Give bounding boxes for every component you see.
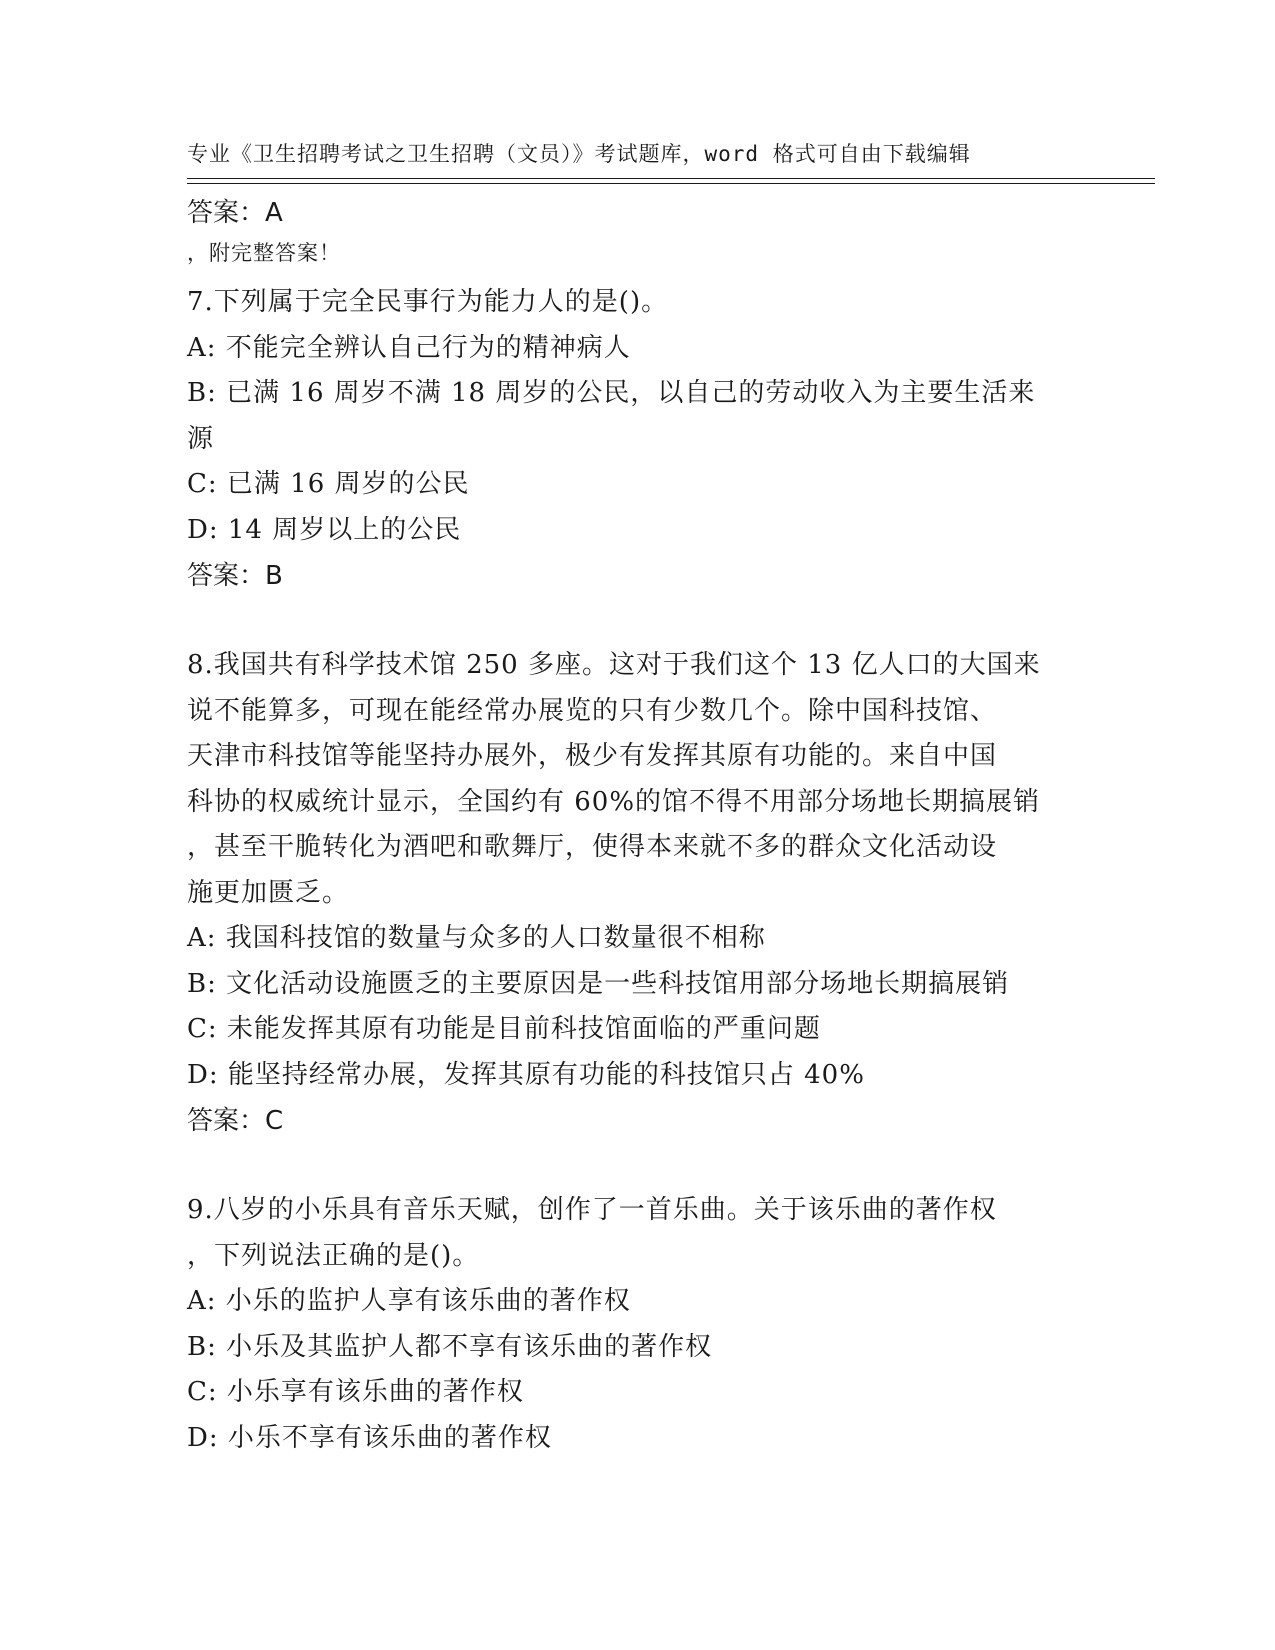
spacer [187,236,1087,280]
spacer [187,599,1087,643]
option-a: A: 我国科技馆的数量与众多的人口数量很不相称 [187,923,766,953]
header-line-2: ，附完整答案！ [187,241,341,265]
header-rule-top [187,178,1155,179]
spacer [187,1144,1087,1188]
option-d: D: 小乐不享有该乐曲的著作权 [187,1422,552,1453]
question-8 [187,643,1077,1098]
option-c: C: 已满 16 周岁的公民 [187,469,470,499]
question-text: ，甚至干脆转化为酒吧和歌舞厅，使得本来就不多的群众文化活动设 [187,832,998,862]
question-text: 天津市科技馆等能坚持办展外，极少有发挥其原有功能的。来自中国 [187,741,998,771]
question-9 [187,1188,1077,1461]
question-text: ，下列说法正确的是()。 [187,1240,480,1271]
question-text: 科协的权威统计显示，全国约有 60%的馆不得不用部分场地长期搞展销 [187,786,1041,817]
question-text: 7.下列属于完全民事行为能力人的是()。 [187,287,669,317]
question-list [187,190,1087,1461]
option-d: D: 能坚持经常办展，发挥其原有功能的科技馆只占 40% [187,1059,865,1090]
option-b: B: 已满 16 周岁不满 18 周岁的公民，以自己的劳动收入为主要生活来 [187,378,1036,408]
option-a: A: 小乐的监护人享有该乐曲的著作权 [187,1286,631,1316]
option-a: A: 不能完全辨认自己行为的精神病人 [187,332,631,363]
option-c: C: 小乐享有该乐曲的著作权 [187,1377,524,1407]
option-b: B: 小乐及其监护人都不享有该乐曲的著作权 [187,1331,713,1362]
answer-line: 答案：C [187,1106,284,1136]
question-text: 说不能算多，可现在能经常办展览的只有少数几个。除中国科技馆、 [187,695,998,726]
option-b: B: 文化活动设施匮乏的主要原因是一些科技馆用部分场地长期搞展销 [187,968,1010,999]
answer-line: 答案：A [187,198,283,228]
question-7 [187,280,1077,553]
header-line-1: 专业《卫生招聘考试之卫生招聘（文员）》考试题库，word 格式可自由下载编辑 [187,142,971,166]
option-b-continued: 源 [187,423,215,454]
option-d: D: 14 周岁以上的公民 [187,514,462,545]
question-text: 9.八岁的小乐具有音乐天赋，创作了一首乐曲。关于该乐曲的著作权 [187,1195,997,1225]
question-text: 8.我国共有科学技术馆 250 多座。这对于我们这个 13 亿人口的大国来 [187,650,1041,680]
option-c: C: 未能发挥其原有功能是目前科技馆面临的严重问题 [187,1014,821,1044]
answer-line: 答案：B [187,561,283,591]
question-text: 施更加匮乏。 [187,877,350,908]
header-rule-bottom [187,183,1155,184]
